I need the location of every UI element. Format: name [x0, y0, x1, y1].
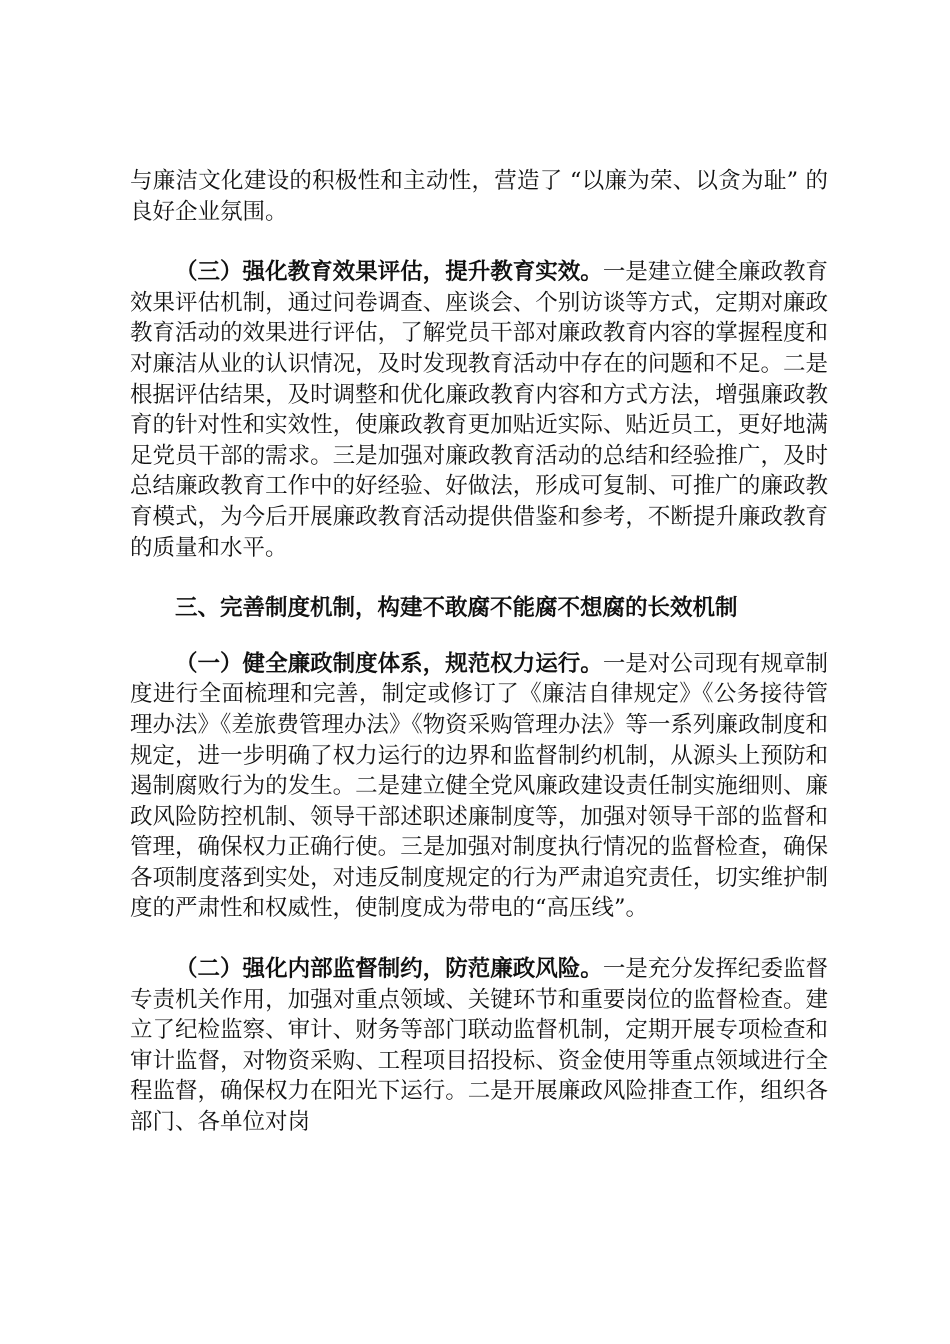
document-body: [130, 166, 828, 1138]
section-heading: 三、完善制度机制，构建不敢腐不能腐不想腐的长效机制: [175, 595, 738, 622]
paragraph-lead: （一）健全廉政制度体系，规范权力运行。: [175, 650, 603, 677]
paragraph-lead: （二）强化内部监督制约，防范廉政风险。: [175, 956, 603, 983]
paragraph-body: 一是建立健全廉政教育效果评估机制，通过问卷调查、座谈会、个别访谈等方式，定期对廉政教育活动的效果进行评估，了解党员干部对廉政教育内容的掌握程度和对廉洁从业的认识情况，及时发现教育活动中存在的问题和不足。二是根据评估结果，及时调整和优化廉政教育内容和方式方法，增强廉政教育的针对性和实效性，使廉政教育更加贴近实际、贴近员工，更好地满足党员干部的需求。三是加强对廉政教育活动的总结和经验推广，及时总结廉政教育工作中的好经验、好做法，形成可复制、可推广的廉政教育模式，为今后开展廉政教育活动提供借鉴和参考，不断提升廉政教育的质量和水平。: [130, 259, 828, 561]
paragraph-body: 一是充分发挥纪委监督专责机关作用，加强对重点领域、关键环节和重要岗位的监督检查。建立了纪检监察、审计、财务等部门联动监督机制，定期开展专项检查和审计监督，对物资采购、工程项目招投标、资金使用等重点领域进行全程监督，确保权力在阳光下运行。二是开展廉政风险排查工作，组织各部门、各单位对岗: [130, 956, 828, 1136]
paragraph-body: 一是对公司现有规章制度进行全面梳理和完善，制定或修订了《廉洁自律规定》《公务接待管理办法》《差旅费管理办法》《物资采购管理办法》等一系列廉政制度和规定，进一步明确了权力运行的边界和监督制约机制，从源头上预防和遏制腐败行为的发生。二是建立健全党风廉政建设责任制实施细则、廉政风险防控机制、领导干部述职述廉制度等，加强对领导干部的监督和管理，确保权力正确行使。三是加强对制度执行情况的监督检查，确保各项制度落到实处，对违反制度规定的行为严肃追究责任，切实维护制度的严肃性和权威性，使制度成为带电的“高压线”。: [130, 650, 828, 922]
paragraph-internal-supervision: [130, 954, 828, 1138]
paragraph-education-evaluation: [130, 257, 828, 563]
paragraph-institution-system: [130, 649, 828, 924]
paragraph-intro-tail: 与廉洁文化建设的积极性和主动性，营造了 “以廉为荣、以贪为耻” 的良好企业氛围。: [130, 168, 828, 225]
paragraph-lead: （三）强化教育效果评估，提升教育实效。: [175, 259, 603, 286]
